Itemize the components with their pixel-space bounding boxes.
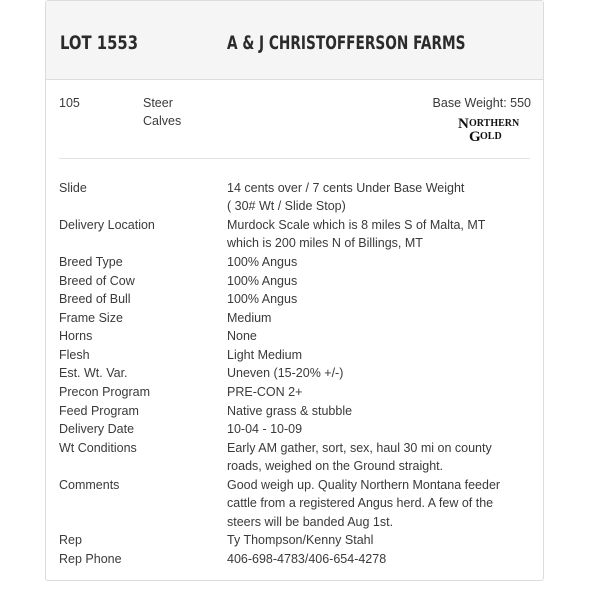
rep-phone-value: 406-698-4783/406-654-4278	[227, 552, 387, 566]
breed-type-label: Breed Type	[59, 255, 123, 269]
flesh-label: Flesh	[59, 348, 90, 362]
svg-text:ORTHERN: ORTHERN	[469, 118, 520, 129]
comments-1: Good weigh up. Quality Northern Montana feeder	[227, 478, 501, 492]
breed-of-cow-value: 100% Angus	[227, 274, 298, 288]
delivery-date-value: 10-04 - 10-09	[227, 422, 303, 436]
slide-label: Slide	[59, 181, 87, 195]
breed-of-bull-value: 100% Angus	[227, 292, 298, 306]
lot-card	[45, 0, 544, 581]
frame-size-label: Frame Size	[59, 311, 123, 325]
wt-conditions-1: Early AM gather, sort, sex, haul 30 mi on county	[227, 441, 492, 455]
breed-of-cow-label: Breed of Cow	[59, 274, 135, 288]
lot-number: LOT 1553	[60, 32, 139, 54]
precon-program-value: PRE-CON 2+	[227, 385, 303, 399]
svg-text:N: N	[458, 116, 469, 132]
frame-size-value: Medium	[227, 311, 272, 325]
comments-label: Comments	[59, 478, 120, 492]
horns-label: Horns	[59, 329, 93, 343]
section-divider	[59, 158, 530, 159]
rep-phone-label: Rep Phone	[59, 552, 122, 566]
wt-conditions-label: Wt Conditions	[59, 441, 137, 455]
farm-name: A & J CHRISTOFFERSON FARMS	[227, 32, 466, 54]
feed-program-label: Feed Program	[59, 404, 139, 418]
svg-text:OLD: OLD	[480, 131, 502, 142]
delivery-location-1: Murdock Scale which is 8 miles S of Malta, MT	[227, 218, 486, 232]
delivery-location-2: which is 200 miles N of Billings, MT	[227, 236, 423, 250]
svg-text:G: G	[469, 129, 481, 142]
comments-3: steers will be banded Aug 1st.	[227, 515, 394, 529]
slide-value-1: 14 cents over / 7 cents Under Base Weight	[227, 181, 465, 195]
rep-value: Ty Thompson/Kenny Stahl	[227, 533, 374, 547]
est-wt-var-value: Uneven (15-20% +/-)	[227, 366, 344, 380]
cattle-type-line-1: Steer	[143, 96, 173, 110]
breed-of-bull-label: Breed of Bull	[59, 292, 131, 306]
slide-value-2: ( 30# Wt / Slide Stop)	[227, 199, 346, 213]
horns-value: None	[227, 329, 257, 343]
delivery-location-label: Delivery Location	[59, 218, 155, 232]
comments-2: cattle from a registered Angus herd. A few of the	[227, 496, 494, 510]
breed-type-value: 100% Angus	[227, 255, 298, 269]
base-weight: Base Weight: 550	[432, 96, 531, 110]
wt-conditions-2: roads, weighed on the Ground straight.	[227, 459, 444, 473]
delivery-date-label: Delivery Date	[59, 422, 135, 436]
est-wt-var-label: Est. Wt. Var.	[59, 366, 128, 380]
lot-header	[46, 1, 543, 80]
rep-label: Rep	[59, 533, 82, 547]
northern-gold-logo	[457, 114, 533, 142]
cattle-type-line-2: Calves	[143, 114, 182, 128]
precon-program-label: Precon Program	[59, 385, 151, 399]
feed-program-value: Native grass & stubble	[227, 404, 353, 418]
head-count: 105	[59, 96, 80, 110]
flesh-value: Light Medium	[227, 348, 303, 362]
